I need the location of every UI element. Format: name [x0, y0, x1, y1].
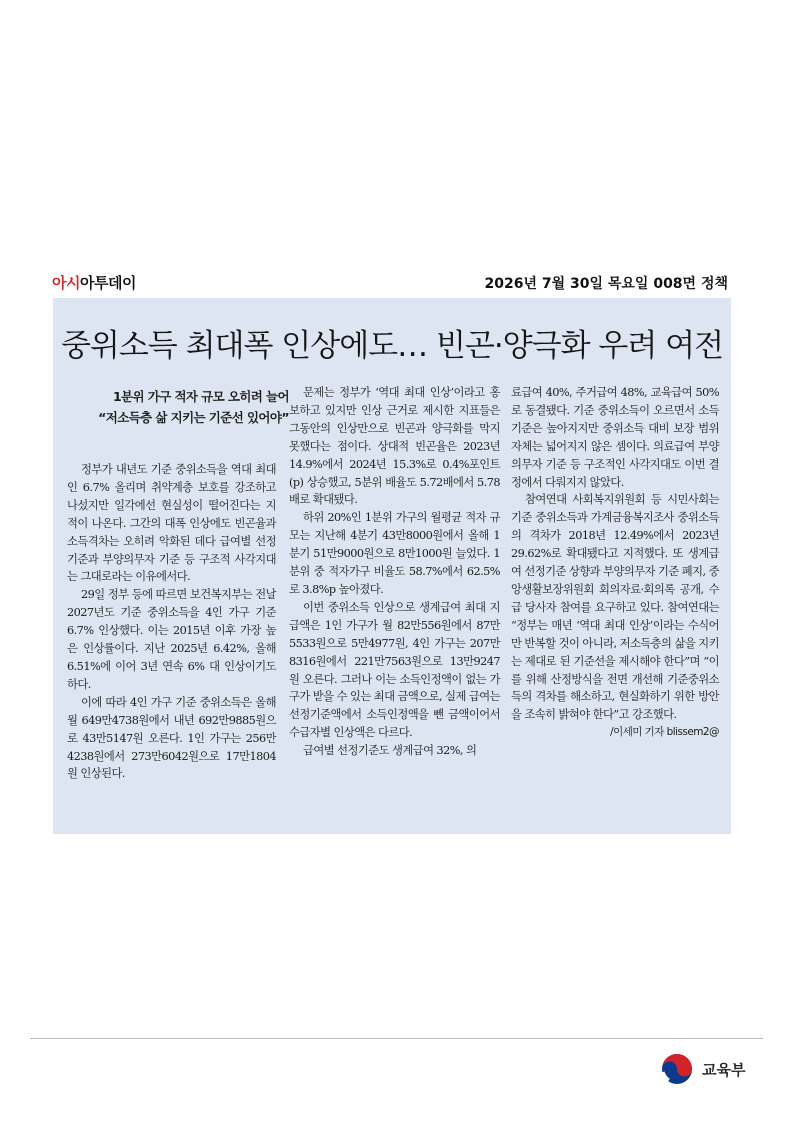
paragraph: 급여별 선정기준도 생계급여 32%, 의: [303, 744, 477, 758]
subheadline-2: “저소득층 삶 지키는 기준선 있어야”: [98, 410, 289, 425]
article-clipping: [53, 298, 731, 834]
ministry-logo: [660, 1050, 760, 1090]
masthead: [52, 270, 728, 298]
column-1: [67, 461, 276, 783]
paragraph: 하위 20%인 1분위 가구의 월평균 적자 규모는 지난해 4분기 43만8000원에서 올해 1분기 51만9000원으로 8만1000원 늘었다. 1분위 중 적자가구 비율도 58.7%에서 62.5%로 3.8%p 높아졌다.: [289, 511, 500, 596]
byline: /이세미 기자 blissem2@: [610, 726, 719, 739]
ministry-name: 교육부: [702, 1061, 746, 1079]
subheadlines: [69, 386, 289, 428]
column-2: [289, 384, 500, 760]
headline: 중위소득 최대폭 인상에도… 빈곤·양극화 우려 여전: [60, 328, 724, 364]
paragraph: 29일 정부 등에 따르면 보건복지부는 전날 2027년도 기준 중위소득을 4인 가구 기준 6.7% 인상했다. 이는 2015년 이후 가장 높은 인상률이다. 지난 2025년 6.42%, 올해 6.51%에 이어 3년 연속 6% 대 인상이기도 하다.: [67, 588, 276, 691]
paragraph: 이번 중위소득 인상으로 생계급여 최대 지급액은 1인 가구가 월 82만556원에서 87만5533원으로 5만4977원, 4인 가구는 207만8316원에서 221만7563원으로 13만9247원 오른다. 그러나 이는 소득인정액이 없는 가구가 받을 수 있는 최대 금액으로, 실제 급여는 선정기준액에서 소득인정액을 뺀 금액이어서 수급자별 인상액은 다르다.: [289, 600, 500, 740]
subheadline-1: 1분위 가구 적자 규모 오히려 늘어: [112, 389, 289, 404]
paragraph-continued: 료급여 40%, 주거급여 48%, 교육급여 50%로 동결됐다. 기준 중위소득이 오르면서 소득 기준은 높아지지만 중위소득 대비 보장 범위 자체는 넓어지지 않은 셈이다. 의료급여 부양의무자 기준 등 구조적인 사각지대도 이번 결정에서 다뤄지지 않았다.: [511, 386, 719, 489]
issue-date-page: 2026년 7월 30일 목요일 008면 정책: [484, 276, 728, 292]
taegeuk-emblem-icon: [660, 1052, 694, 1086]
footer-divider: [30, 1038, 763, 1039]
paragraph: 문제는 정부가 ‘역대 최대 인상’이라고 홍보하고 있지만 인상 근거로 제시한 지표들은 그동안의 인상만으로 빈곤과 양극화를 막지 못했다는 점이다. 상대적 빈곤율은 2023년 14.9%에서 2024년 15.3%로 0.4%포인트(p) 상승했고, 5분위 배율도 5.72배에서 5.78배로 확대됐다.: [289, 386, 500, 507]
column-3: [511, 384, 719, 742]
newspaper-logo: [52, 272, 136, 293]
paragraph: 이에 따라 4인 가구 기준 중위소득은 올해 월 649만4738원에서 내년 692만9885원으로 43만5147원 오른다. 1인 가구는 256만4238원에서 273만6042원으로 17만1804원 인상된다.: [67, 695, 276, 781]
paragraph: 참여연대 사회복지위원회 등 시민사회는 기준 중위소득과 가계금융복지조사 중위소득의 격차가 2018년 12.49%에서 2023년 29.62%로 확대됐다고 지적했다. 또 생계급여 선정기준 상향과 부양의무자 기준 폐지, 중앙생활보장위원회 회의자료·회의록 공개, 수급 당사자 참여를 요구하고 있다. 참여연대는 “정부는 매년 ‘역대 최대 인상’이라는 수식어만 반복할 것이 아니라, 저소득층의 삶을 지키는 제대로 된 기준선을 제시해야 한다”며 “이를 위해 산정방식을 전면 개선해 기준중위소득의 격차를 해소하고, 현실화하기 위한 방안을 조속히 밝혀야 한다”고 강조했다.: [511, 493, 719, 722]
logo-part-2: 아투데이: [79, 274, 136, 292]
paragraph: 정부가 내년도 기준 중위소득을 역대 최대인 6.7% 올리며 취약계층 보호를 강조하고 나섰지만 일각에선 현실성이 떨어진다는 지적이 나온다. 그간의 대폭 인상에도 빈곤율과 소득격차는 오히려 악화된 데다 급여별 선정기준과 부양의무자 기준 등 구조적 사각지대는 그대로라는 이유에서다.: [67, 463, 276, 584]
logo-part-1: 아시: [52, 274, 80, 292]
